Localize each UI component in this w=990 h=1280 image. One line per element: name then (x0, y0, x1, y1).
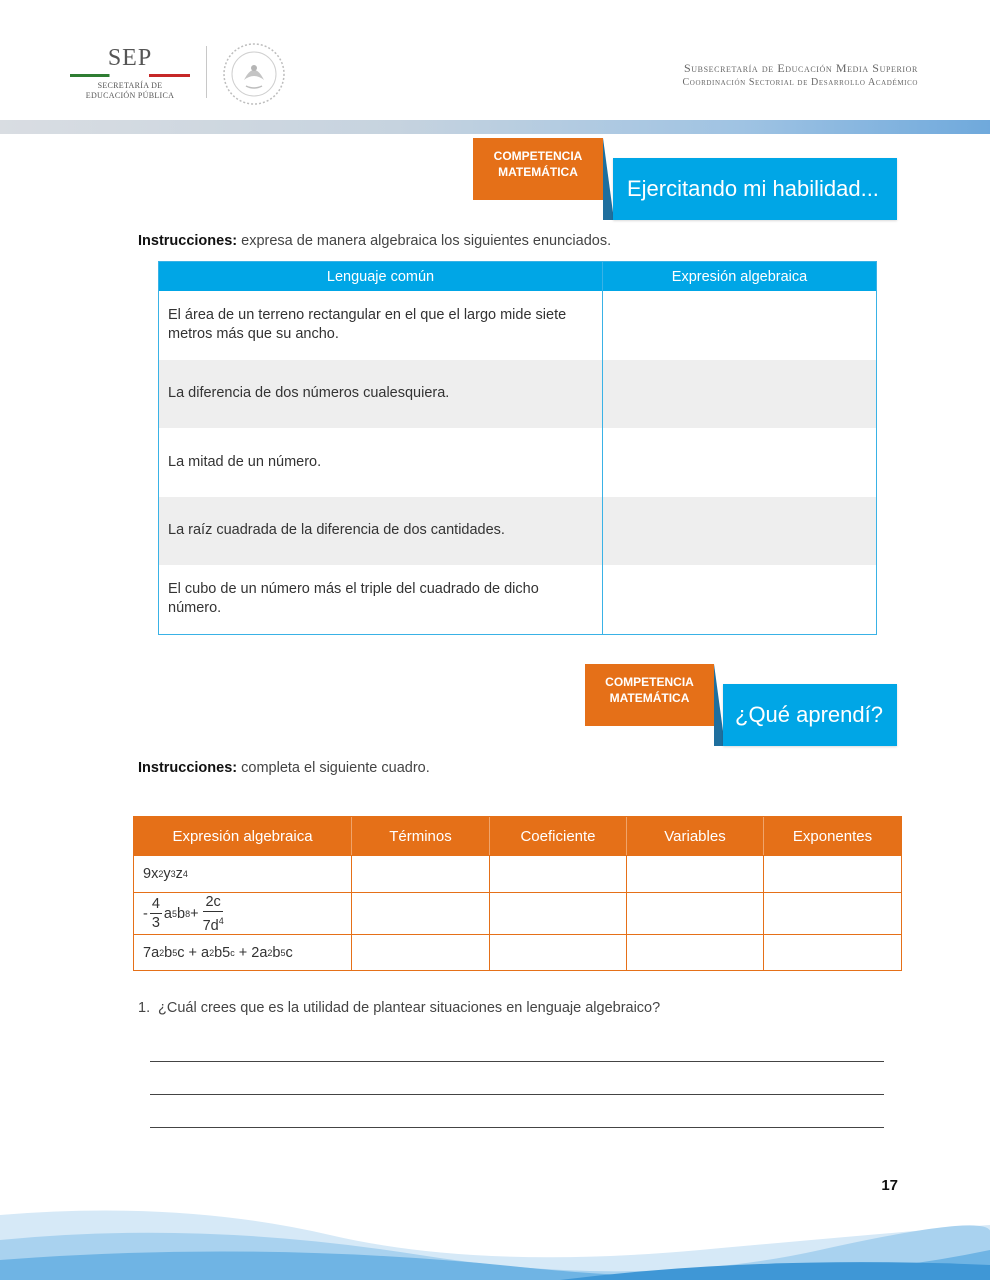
terms-cell[interactable] (352, 935, 490, 970)
question-number: 1. (138, 1000, 151, 1016)
table-row (159, 565, 876, 634)
answer-line[interactable] (150, 1127, 884, 1128)
fraction (201, 893, 226, 935)
expr-exponent: 4 (218, 915, 224, 926)
column-header: Variables (627, 817, 764, 855)
coefficient-cell[interactable] (490, 893, 627, 934)
expr-part: b (177, 905, 186, 922)
answer-cell[interactable] (603, 428, 876, 497)
competency-tag (473, 138, 603, 200)
banner-title: Ejercitando mi habilidad... (613, 158, 897, 220)
instructions-label: Instrucciones: (138, 760, 238, 776)
agency-line-1: Subsecretaría de Educación Media Superior (684, 61, 918, 75)
coefficient-cell[interactable] (490, 935, 627, 970)
competency-tag (585, 664, 714, 726)
expr-part: + 2a (234, 944, 268, 961)
page-number: 17 (881, 1177, 898, 1194)
banner-title: ¿Qué aprendí? (723, 684, 897, 746)
sep-logo-subtitle-2: EDUCACIÓN PÚBLICA (85, 91, 175, 100)
expr-exponent: 5 (172, 947, 178, 958)
column-header: Exponentes (792, 827, 873, 845)
fraction (150, 895, 162, 932)
page-header (0, 0, 990, 120)
terms-cell[interactable] (352, 856, 490, 892)
table-row (134, 934, 901, 970)
column-header: Términos (352, 817, 490, 855)
coefficient-cell[interactable] (490, 856, 627, 892)
flag-color-bar (70, 74, 190, 77)
variables-cell[interactable] (627, 935, 764, 970)
expr-part: c (285, 944, 293, 961)
expr-part: b (164, 944, 173, 961)
terms-cell[interactable] (352, 893, 490, 934)
expr-exponent: 5 (280, 947, 286, 958)
expr-operator: + (190, 905, 199, 922)
statement-cell: La mitad de un número. (159, 428, 603, 497)
agency-name (683, 61, 918, 88)
footer-waves-decoration (0, 1195, 990, 1280)
expr-part: 9x (143, 866, 159, 882)
fraction-numerator: 4 (151, 896, 160, 912)
expr-part: 7d (202, 917, 219, 934)
national-seal-icon (222, 42, 286, 106)
table-header (134, 817, 901, 855)
competency-tag-line-1: COMPETENCIA (493, 149, 583, 163)
algebraic-expressions-table (133, 816, 902, 971)
question-1 (138, 1000, 660, 1016)
competency-tag-line-1: COMPETENCIA (605, 675, 694, 689)
expression-cell (134, 935, 352, 970)
sep-logo (70, 45, 190, 101)
exponents-cell[interactable] (764, 893, 901, 934)
expr-part: a (163, 905, 172, 922)
expr-part: b (272, 944, 281, 961)
expr-exponent: 4 (182, 869, 188, 879)
exponents-cell[interactable] (764, 856, 901, 892)
sep-logo-title: SEP (107, 45, 153, 71)
expr-part: c + a (177, 944, 210, 961)
statement-cell: El cubo de un número más el triple del cuadrado de dicho número. (159, 565, 603, 634)
column-header: Lenguaje común (159, 262, 603, 291)
fraction-denominator: 3 (151, 915, 160, 931)
table-row (134, 855, 901, 892)
answer-line[interactable] (150, 1061, 884, 1062)
table-row (159, 291, 876, 360)
fraction-denominator (201, 912, 226, 935)
answer-line[interactable] (150, 1094, 884, 1095)
expr-part: b5 (214, 944, 231, 961)
expr-exponent: c (230, 947, 235, 958)
competency-banner-1 (473, 138, 897, 222)
expr-part: 7a (143, 944, 160, 961)
header-gradient-band (0, 120, 990, 134)
expr-part: y (163, 866, 171, 882)
statement-cell: La raíz cuadrada de la diferencia de dos cantidades. (159, 497, 603, 566)
column-header: Coeficiente (490, 817, 627, 855)
column-header: Expresión algebraica (671, 268, 808, 285)
answer-cell[interactable] (603, 497, 876, 566)
expr-exponent: 2 (267, 947, 273, 958)
sep-logo-subtitle-1: SECRETARÍA DE (97, 81, 163, 90)
logo-divider (206, 46, 207, 98)
instructions-2 (138, 760, 430, 776)
fraction-numerator: 2c (205, 893, 221, 910)
expr-exponent: 2 (158, 869, 164, 879)
instructions-label: Instrucciones: (138, 233, 238, 249)
variables-cell[interactable] (627, 893, 764, 934)
instructions-text: expresa de manera algebraica los siguientes enunciados. (237, 233, 612, 249)
competency-tag-line-2: MATEMÁTICA (609, 691, 690, 705)
expr-exponent: 5 (172, 908, 178, 919)
agency-line-2: Coordinación Sectorial de Desarrollo Académico (682, 77, 918, 88)
answer-cell[interactable] (603, 291, 876, 360)
instructions-1 (138, 233, 611, 249)
statement-cell: El área de un terreno rectangular en el que el largo mide siete metros más que su ancho. (159, 291, 603, 360)
table-row (134, 892, 901, 934)
expression-cell (134, 893, 352, 934)
answer-cell[interactable] (603, 360, 876, 429)
statement-cell: La diferencia de dos números cualesquiera. (159, 360, 603, 429)
instructions-text: completa el siguiente cuadro. (237, 760, 430, 776)
expr-exponent: 2 (159, 947, 165, 958)
expression-cell (134, 856, 352, 892)
table-row (159, 428, 876, 497)
table-row (159, 360, 876, 429)
exponents-cell[interactable] (764, 935, 901, 970)
expr-exponent: 8 (185, 908, 191, 919)
expr-part: z (175, 866, 183, 882)
answer-cell[interactable] (603, 565, 876, 634)
question-text: ¿Cuál crees que es la utilidad de plantear situaciones en lenguaje algebraico? (158, 1000, 661, 1016)
expr-sign: - (143, 905, 148, 922)
common-language-table (158, 261, 877, 635)
expr-exponent: 3 (170, 869, 176, 879)
competency-tag-line-2: MATEMÁTICA (498, 165, 578, 179)
competency-banner-2 (585, 664, 897, 748)
table-header (159, 262, 876, 291)
column-header: Expresión algebraica (134, 817, 352, 855)
variables-cell[interactable] (627, 856, 764, 892)
expr-exponent: 2 (209, 947, 215, 958)
table-row (159, 497, 876, 566)
